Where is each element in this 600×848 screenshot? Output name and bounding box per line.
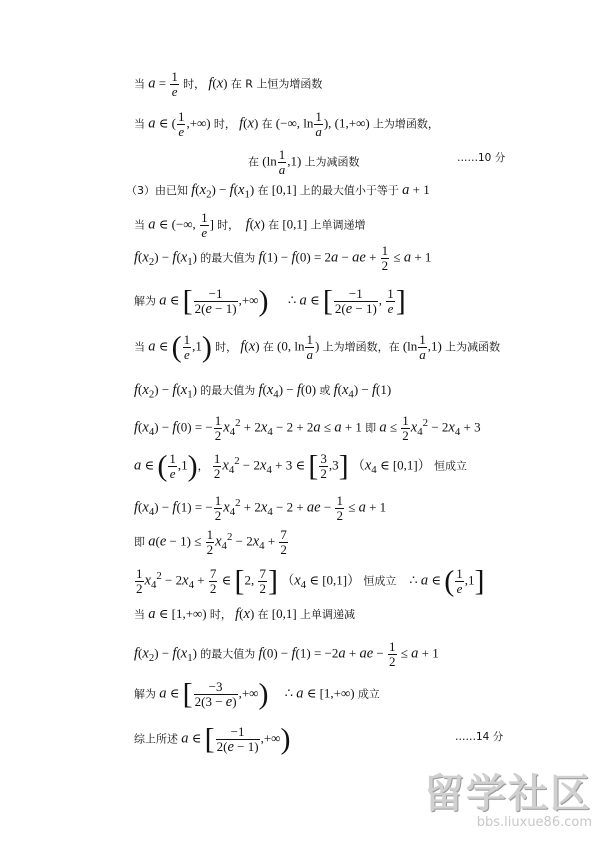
line-16: $f(x_2) - f(x_1)$ 的最大值为 f(0) − f(1) = −2a + ae − $\frac{1}{2}$ ≤ a + 1 [134,639,439,669]
line-11: a ∈ ( $\frac{1}{e}$ ,1)， $\frac{1}{2}$ $x_4^2 - 2x_4 + 3$ ∈ [ $\frac{3}{2}$ ,3] （$x_4$ ∈ [0,1]） 恒成立 [134,449,467,483]
text: 即 [134,535,145,549]
line-7: 解为 a ∈ [ $\frac{-1}{2(e - 1)}$ ,+∞) ∴ a ∈ [ $\frac{-1}{2(e - 1)}$ , $\frac{1}{e}$ ] [134,284,406,318]
text: 时， [213,117,236,131]
text: 当 [134,77,145,91]
text: 上为增函数， [372,117,439,131]
text: 上单调递增 [310,218,366,232]
text: 上为减函数 [304,155,360,169]
text: 时， [209,608,232,621]
text: 上为减函数 [445,340,501,354]
text: 时， [215,340,238,354]
text: 在 [261,117,273,131]
text: 的最大值为 [200,647,256,661]
watermark-logo: 留学社区 [424,771,592,817]
line-14: $\frac{1}{2}$ $x_4^2 - 2x_4$ + $\frac{7}{2}$ ∈ [2, $\frac{7}{2}$ ] （$x_4$ ∈ [0,1]） 恒成立 ∴ a ∈ ( $\frac{1}{e}$ ,1] [136,564,485,598]
fraction: $\frac{1}{e}$ [171,69,178,99]
text: 上的最大值小于等于 [299,184,399,197]
text: 时， [217,218,240,232]
text: 恒成立 [363,574,397,588]
line-3: 在 (ln $\frac{1}{a}$ ,1) 上为减函数 [248,147,360,177]
line-10: $f(x_4) - f(0)$ = − $\frac{1}{2}$ $x_4^2 + 2x_4 - 2 + 2a \le a + 1$ 即 a ≤ $\frac{1}{2}$ $x_4^2 - 2x_4 + 3$ [134,412,481,443]
watermark [424,762,592,830]
text: （3）由已知 [126,184,188,197]
text: 在 [268,218,280,232]
line-4: （3）由已知 $f(x_2) - f(x_1)$ 在 [0,1] 上的最大值小于等于 a + 1 [126,182,430,201]
line-5: 当 a ∈ (−∞, $\frac{1}{e}$ ] 时， f(x) 在 [0,1] 上单调递增 [134,210,366,240]
text: 在 [262,340,274,354]
line-9: $f(x_2) - f(x_1)$ 的最大值为 $f(x_4) - f(0)$ 或 $f(x_4) - f(1)$ [134,382,392,401]
text: 上为增函数，在 [322,340,400,354]
text: 恒成立 [434,459,467,473]
line-6: $f(x_2) - f(x_1)$ 的最大值为 f(1) − f(0) = 2a − ae + $\frac{1}{2}$ ≤ a + 1 [134,243,432,273]
text: 解为 [134,687,156,701]
text: 解为 [134,294,156,308]
line-17: 解为 a ∈ [ $\frac{-3}{2(3 - e)}$ ,+∞) ∴ a ∈ [1,+∞) 成立 [134,677,380,711]
text: 在 [257,184,269,197]
text: 成立 [357,687,380,701]
line-13: 即 a(e − 1) ≤ $\frac{1}{2}$ $x_4^2 - 2x_4$ + $\frac{7}{2}$ [134,526,287,557]
text: 综上所述 [134,732,178,746]
text: 在 [257,608,269,621]
text: 在 [248,155,259,169]
text: ， [197,459,209,473]
text: 的最大值为 [200,251,256,265]
text: 的最大值为 [200,384,256,397]
score-14: ……14 分 [455,731,504,743]
text: 当 [134,340,145,354]
line-12: $f(x_4) - f(1)$ = − $\frac{1}{2}$ $x_4^2 + 2x_4 - 2$ + ae − $\frac{1}{2}$ ≤ a + 1 [134,492,387,523]
text: 当 [134,117,145,131]
text: 当 [134,608,145,621]
text: 在 R 上恒为增函数 [230,77,323,91]
text: 当 [134,218,145,232]
line-1: 当 a = $\frac{1}{e}$ 时， f(x) 在 R 上恒为增函数 [134,69,323,99]
score-10: ……10 分 [457,152,506,164]
line-8: 当 a ∈ ( $\frac{1}{e}$ ,1) 时， f(x) 在 (0, ln $\frac{1}{a}$ ) 上为增函数，在 (ln $\frac{1}{a}$ ,1) 上为减函数 [134,330,501,364]
text: 或 [319,384,331,397]
text: 即 [365,421,377,435]
text: 时， [183,77,206,91]
text: 上单调递减 [299,608,355,621]
line-15: 当 a ∈ [1,+∞) 时， f(x) 在 [0,1] 上单调递减 [134,606,355,622]
watermark-url: bbs.liuxue86.com [476,815,592,830]
line-18: 综上所述 a ∈ [ $\frac{-1}{2(e - 1)}$ ,+∞) [134,722,291,756]
line-2: 当 a ∈ ( $\frac{1}{e}$ ,+∞) 时， f(x) 在 (−∞, ln $\frac{1}{a}$ ), (1,+∞) 上为增函数， [134,109,439,139]
